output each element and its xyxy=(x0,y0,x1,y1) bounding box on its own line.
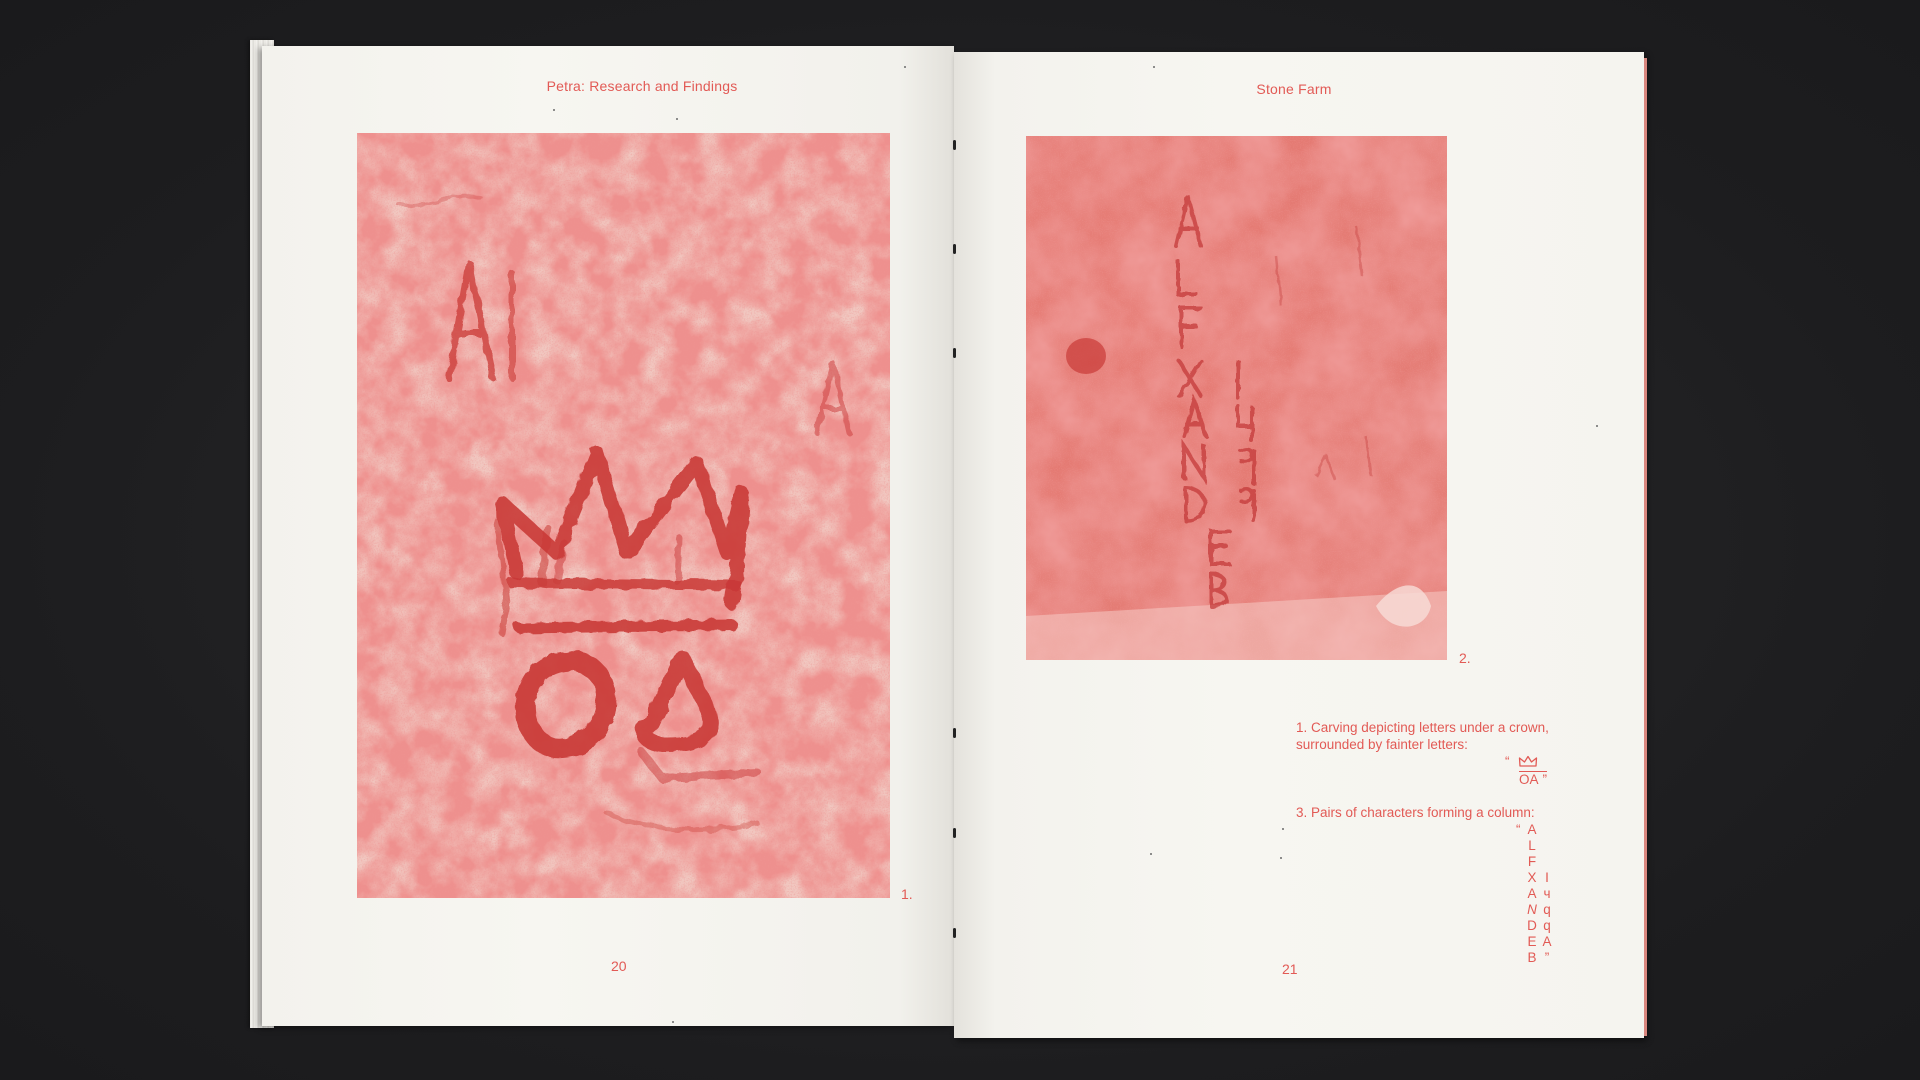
binding-stitch xyxy=(953,140,956,150)
paper-speck xyxy=(1596,425,1598,427)
column-row xyxy=(1526,886,1586,902)
column-char-a: X xyxy=(1527,870,1537,885)
column-char-a: A xyxy=(1527,822,1537,837)
figure-2-stone-photo xyxy=(1026,136,1447,660)
column-char-a: E xyxy=(1527,934,1537,949)
paper-speck xyxy=(1150,853,1152,855)
paper-speck xyxy=(904,66,906,68)
caption-figure-3: 3. Pairs of characters forming a column: xyxy=(1296,805,1535,820)
column-row xyxy=(1526,918,1586,934)
column-row xyxy=(1526,934,1586,950)
paper-speck xyxy=(1280,857,1282,859)
column-row xyxy=(1526,838,1586,854)
crown-icon xyxy=(1518,755,1538,771)
binding-stitch xyxy=(953,728,956,738)
paper-speck xyxy=(676,118,678,120)
column-char-a: D xyxy=(1527,918,1537,933)
binding-stitch xyxy=(953,348,956,358)
column-row xyxy=(1526,950,1586,966)
running-head-right: Stone Farm xyxy=(1256,81,1332,97)
page-number-left: 20 xyxy=(611,958,627,974)
carving-crown-image xyxy=(357,133,890,898)
running-head-left: Petra: Research and Findings xyxy=(546,78,738,94)
oa-letters: OA xyxy=(1519,772,1539,787)
character-column-transcription xyxy=(1516,822,1586,966)
column-char-b: q xyxy=(1543,902,1551,917)
paper-speck xyxy=(553,109,555,111)
binding-stitch xyxy=(953,828,956,838)
paper-speck xyxy=(672,1021,674,1023)
binding-stitch xyxy=(953,928,956,938)
column-row xyxy=(1516,822,1586,838)
column-row xyxy=(1526,902,1586,918)
crown-row xyxy=(1505,754,1575,772)
figure-1-carving-photo xyxy=(357,133,890,898)
column-char-a: A xyxy=(1527,886,1537,901)
column-char-b: I xyxy=(1545,870,1549,885)
column-char-b: ч xyxy=(1543,886,1551,901)
column-char-a: F xyxy=(1527,854,1537,869)
binding-stitch xyxy=(953,244,956,254)
column-row xyxy=(1526,854,1586,870)
figure-1-label: 1. xyxy=(901,886,913,902)
quote-open-mark: “ xyxy=(1505,754,1510,769)
column-char-b: q xyxy=(1543,918,1551,933)
column-char-a: L xyxy=(1528,838,1536,853)
column-char-b: A xyxy=(1542,934,1552,949)
right-page-red-edge xyxy=(1644,58,1647,1036)
column-char-a: B xyxy=(1527,950,1537,965)
page-number-right: 21 xyxy=(1282,961,1298,977)
stone-column-image xyxy=(1026,136,1447,660)
column-quote-open: “ xyxy=(1516,822,1521,837)
caption-figure-1: 1. Carving depicting letters under a crown, surrounded by fainter letters: xyxy=(1296,720,1549,752)
oa-letters-row xyxy=(1519,771,1547,788)
column-quote-close: ” xyxy=(1544,950,1550,965)
paper-speck xyxy=(1282,828,1284,830)
quote-close-mark: ” xyxy=(1542,772,1548,787)
column-row xyxy=(1526,870,1586,886)
column-char-a: N xyxy=(1527,902,1537,917)
figure-2-label: 2. xyxy=(1459,650,1471,666)
crown-transcription xyxy=(1505,754,1575,787)
paper-speck xyxy=(1153,66,1155,68)
